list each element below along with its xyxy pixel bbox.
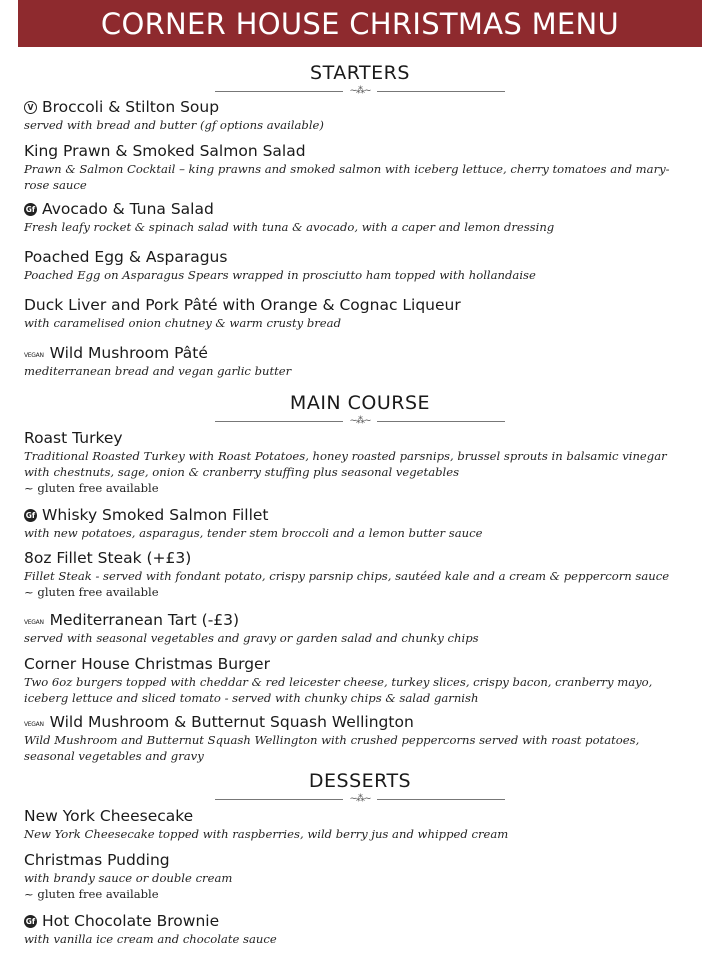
vegan-icon: VEGAN: [24, 352, 44, 359]
gluten-free-icon: Gf: [25, 511, 36, 520]
item-name: Whisky Smoked Salmon Fillet: [42, 506, 269, 524]
item-description: with new potatoes, asparagus, tender stem broccoli and a lemon butter sauce: [24, 526, 483, 540]
section-title: MAIN COURSE: [289, 392, 431, 414]
vegan-icon: VEGAN: [24, 619, 44, 626]
item-description: Prawn & Salmon Cocktail – king prawns and smoked salmon with iceberg lettuce, cherry tomatoes and mary-rose sauce: [24, 162, 670, 192]
item-name: King Prawn & Smoked Salmon Salad: [24, 142, 306, 160]
item-description: mediterranean bread and vegan garlic butter: [24, 364, 292, 378]
flourish-icon: ~⁂~: [343, 794, 377, 804]
item-description: Fillet Steak - served with fondant potato, crispy parsnip chips, sautéed kale and a cream & peppercorn sauce: [24, 569, 670, 583]
item-description: Fresh leafy rocket & spinach salad with tuna & avocado, with a caper and lemon dressing: [24, 220, 555, 234]
menu-item: [24, 912, 684, 947]
item-description: Two 6oz burgers topped with cheddar & red leicester cheese, turkey slices, crispy bacon, cranberry mayo, iceberg lettuce and sliced tomato - served with chunky chips & salad garnish: [24, 675, 653, 705]
menu-item: [24, 549, 684, 600]
item-description: with brandy sauce or double cream: [24, 871, 233, 885]
flourish-icon: ~⁂~: [343, 86, 377, 96]
item-name: Roast Turkey: [24, 429, 123, 447]
menu-item: [24, 200, 684, 235]
vegan-icon: VEGAN: [24, 721, 44, 728]
menu-item: [24, 655, 684, 706]
menu-banner: [18, 0, 702, 47]
item-description: with caramelised onion chutney & warm crusty bread: [24, 316, 341, 330]
menu-item: [24, 611, 684, 646]
flourish-icon: ~⁂~: [343, 416, 377, 426]
item-description: Traditional Roasted Turkey with Roast Potatoes, honey roasted parsnips, brussel sprouts in balsamic vinegar with chestnuts, sage, onion & cranberry stuffing plus seasonal vegetables: [24, 449, 667, 479]
section-starters-header: [0, 62, 720, 96]
item-name: Duck Liver and Pork Pâté with Orange & Cognac Liqueur: [24, 296, 461, 314]
item-description: Wild Mushroom and Butternut Squash Wellington with crushed peppercorns served with roast potatoes, seasonal vegetables and gravy: [24, 733, 640, 763]
item-name: Poached Egg & Asparagus: [24, 248, 228, 266]
section-desserts-header: [0, 770, 720, 804]
item-name: Broccoli & Stilton Soup: [42, 98, 220, 116]
item-name: Hot Chocolate Brownie: [42, 912, 220, 930]
item-description: served with bread and butter (gf options available): [24, 118, 324, 132]
section-title: STARTERS: [310, 62, 410, 84]
ornament-divider: [215, 416, 505, 426]
item-description: with vanilla ice cream and chocolate sauce: [24, 932, 277, 946]
menu-item: [24, 98, 684, 133]
gluten-free-note: ~ gluten free available: [24, 887, 159, 901]
gluten-free-icon: Gf: [25, 917, 36, 926]
item-name: Avocado & Tuna Salad: [42, 200, 214, 218]
gluten-free-note: ~ gluten free available: [24, 481, 159, 495]
ornament-divider: [215, 794, 505, 804]
menu-item: [24, 142, 684, 193]
menu-item: [24, 851, 684, 902]
section-title: DESSERTS: [308, 770, 412, 792]
item-name: 8oz Fillet Steak (+£3): [24, 549, 192, 567]
item-description: Poached Egg on Asparagus Spears wrapped in prosciutto ham topped with hollandaise: [24, 268, 536, 282]
item-name: Corner House Christmas Burger: [24, 655, 270, 673]
menu-item: [24, 807, 684, 842]
menu-item: [24, 429, 684, 496]
item-name: Wild Mushroom Pâté: [49, 344, 208, 362]
item-name: Mediterranean Tart (-£3): [49, 611, 240, 629]
item-description: served with seasonal vegetables and gravy or garden salad and chunky chips: [24, 631, 479, 645]
gluten-free-note: ~ gluten free available: [24, 585, 159, 599]
item-name: New York Cheesecake: [24, 807, 194, 825]
item-description: New York Cheesecake topped with raspberries, wild berry jus and whipped cream: [24, 827, 509, 841]
section-main-header: [0, 392, 720, 426]
menu-item: [24, 344, 684, 379]
item-name: Wild Mushroom & Butternut Squash Wellington: [49, 713, 414, 731]
menu-item: [24, 506, 684, 541]
menu-title: CORNER HOUSE CHRISTMAS MENU: [100, 6, 620, 41]
menu-item: [24, 296, 684, 331]
item-name: Christmas Pudding: [24, 851, 170, 869]
ornament-divider: [215, 86, 505, 96]
menu-item: [24, 248, 684, 283]
gluten-free-icon: Gf: [25, 205, 36, 214]
menu-item: [24, 713, 684, 764]
vegetarian-icon: V: [24, 101, 37, 114]
